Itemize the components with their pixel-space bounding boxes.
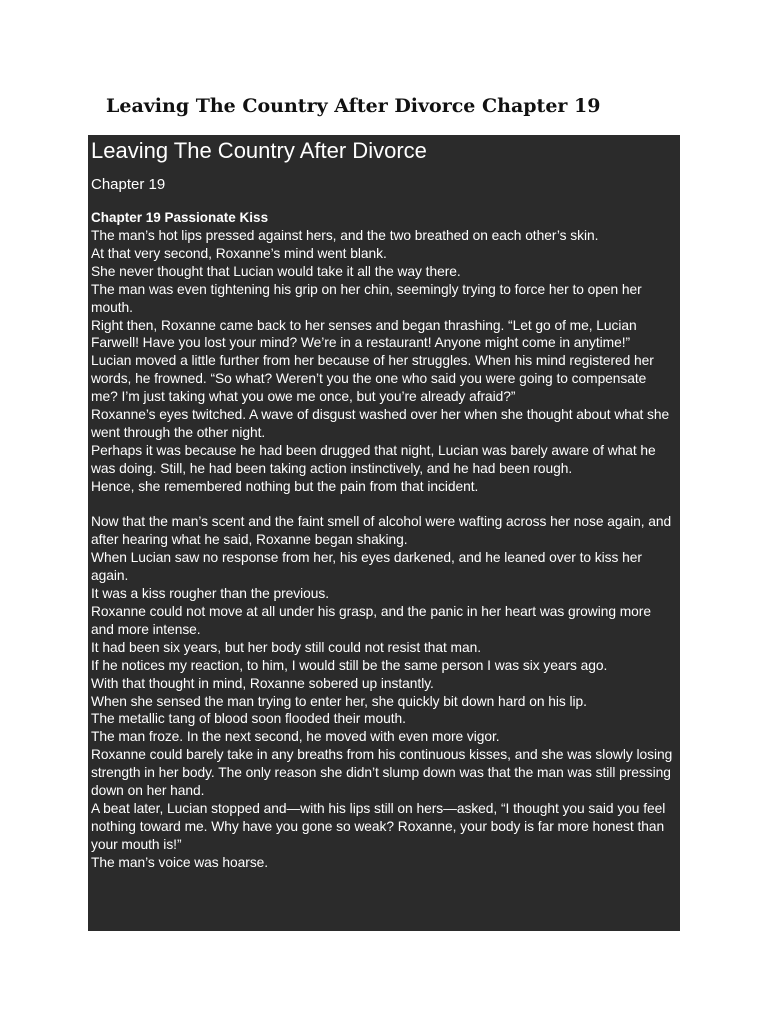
paragraph: With that thought in mind, Roxanne sobered up instantly. <box>91 675 434 691</box>
paragraph: Roxanne could barely take in any breaths from his continuous kisses, and she was slowly losing strength in her body. The only reason she didn’t slump down was that the man was still pressing down on her hand. <box>91 747 673 799</box>
paragraph: It was a kiss rougher than the previous. <box>91 586 330 602</box>
chapter-heading: Chapter 19 Passionate Kiss <box>91 210 269 225</box>
paragraph: The man’s voice was hoarse. <box>91 854 269 870</box>
paragraph: The man’s hot lips pressed against hers, and the two breathed on each other’s skin. <box>91 228 599 243</box>
chapter-panel <box>88 135 680 931</box>
paragraph: Now that the man’s scent and the faint smell of alcohol were wafting across her nose again, and after hearing what he said, Roxanne began shaking. <box>91 514 672 548</box>
paragraph: The man was even tightening his grip on her chin, seemingly trying to force her to open her mouth. <box>91 281 642 315</box>
chapter-label: Chapter 19 <box>91 176 166 193</box>
paragraph: At that very second, Roxanne’s mind went blank. <box>91 245 387 261</box>
paragraph: Right then, Roxanne came back to her senses and began thrashing. “Let go of me, Lucian Farwell! Have you lost your mind? We’re in a restaurant! Anyone might come in anytime!” <box>91 317 637 351</box>
paragraph: Roxanne’s eyes twitched. A wave of disgust washed over her when she thought about what she went through the other night. <box>91 407 670 440</box>
paragraph: Hence, she remembered nothing but the pain from that incident. <box>91 478 479 494</box>
paragraph: Lucian moved a little further from her because of her struggles. When his mind registered her words, he frowned. “So what? Weren’t you the one who said you were going to compensate me? I’m just taking what you owe me once, but you’re already afraid?” <box>91 353 654 405</box>
paragraph: When she sensed the man trying to enter her, she quickly bit down hard on his lip. <box>91 693 587 709</box>
paragraph: It had been six years, but her body still could not resist that man. <box>91 639 482 655</box>
paragraph: When Lucian saw no response from her, his eyes darkened, and he leaned over to kiss her again. <box>91 550 642 584</box>
document-title: Leaving The Country After Divorce Chapter 19 <box>106 95 601 117</box>
paragraph: If he notices my reaction, to him, I would still be the same person I was six years ago. <box>91 657 608 673</box>
paragraph: The metallic tang of blood soon flooded their mouth. <box>91 711 406 727</box>
paragraph: Roxanne could not move at all under his grasp, and the panic in her heart was growing more and more intense. <box>91 604 651 637</box>
paragraph: The man froze. In the next second, he moved with even more vigor. <box>91 729 500 745</box>
paragraph: Perhaps it was because he had been drugged that night, Lucian was barely aware of what he was doing. Still, he had been taking action instinctively, and he had been rough. <box>91 442 656 476</box>
paragraph: A beat later, Lucian stopped and—with his lips still on hers—asked, “I thought you said you feel nothing toward me. Why have you gone so weak? Roxanne, your body is far more honest than your mouth is!” <box>91 800 666 852</box>
book-title: Leaving The Country After Divorce <box>91 138 427 163</box>
paragraph: She never thought that Lucian would take it all the way there. <box>91 263 461 279</box>
